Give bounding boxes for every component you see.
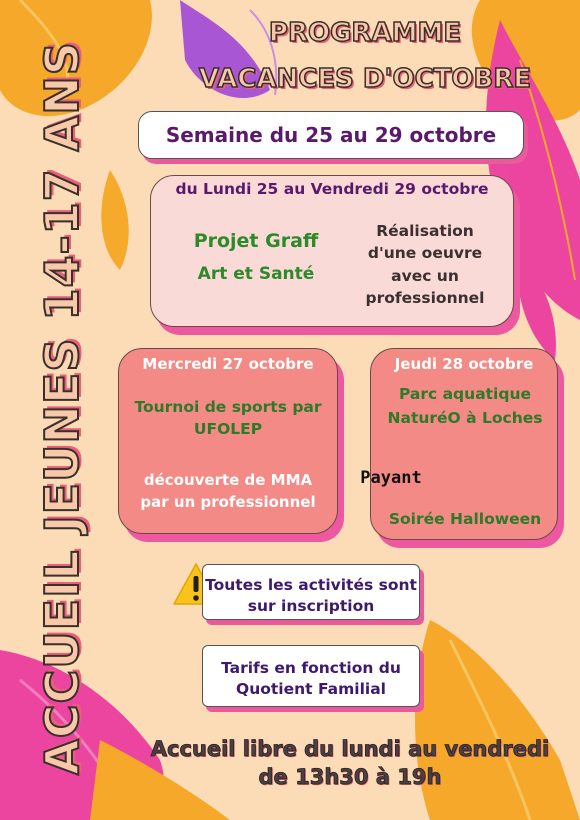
paid-label: Payant xyxy=(360,468,422,488)
thursday-activity-1: Parc aquatique NaturéO à Loches xyxy=(387,385,543,428)
project-title: Projet Graff xyxy=(193,230,319,252)
week-banner: Semaine du 25 au 29 octobre xyxy=(138,111,524,159)
project-description: Réalisation d'une oeuvre avec un professionnel xyxy=(365,222,485,308)
footer-hours-line-1: Accueil libre du lundi au vendredi xyxy=(150,737,550,761)
title-line-2: VACANCES D'OCTOBRE xyxy=(198,64,532,94)
thursday-heading: Jeudi 28 octobre xyxy=(394,355,534,373)
project-subtitle: Art et Santé xyxy=(197,264,315,284)
registration-notice: Toutes les activités sont sur inscription xyxy=(202,564,420,620)
footer-hours-line-2: de 13h30 à 19h xyxy=(258,765,442,789)
wednesday-activity-1: Tournoi de sports par UFOLEP xyxy=(134,398,322,439)
wednesday-activity-2: découverte de MMA par un professionnel xyxy=(140,471,316,511)
pricing-notice: Tarifs en fonction du Quotient Familial xyxy=(202,645,420,707)
side-title: ACCUEIL JEUNES 14-17 ANS xyxy=(35,41,89,775)
title-line-1: PROGRAMME xyxy=(268,18,462,48)
wednesday-heading: Mercredi 27 octobre xyxy=(142,355,314,373)
week-card-heading: du Lundi 25 au Vendredi 29 octobre xyxy=(175,180,489,198)
thursday-activity-2: Soirée Halloween xyxy=(388,510,542,528)
